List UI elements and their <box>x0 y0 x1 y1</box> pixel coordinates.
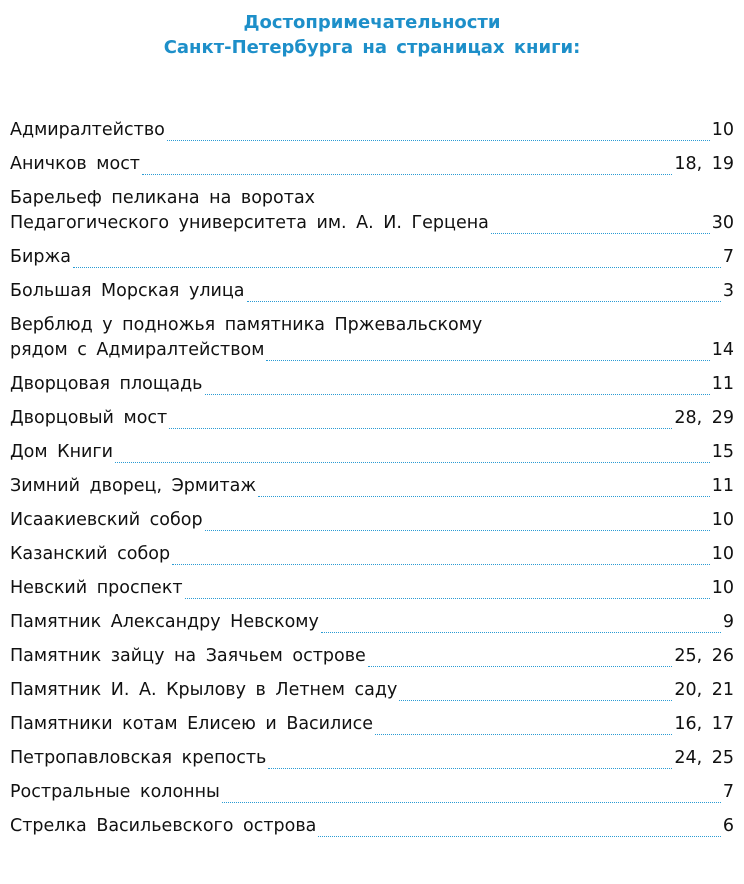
dot-leader <box>185 574 710 599</box>
dot-leader <box>205 506 710 531</box>
index-entry-name: Невский проспект <box>10 578 183 598</box>
index-entry-pages: 20, 21 <box>674 680 734 700</box>
index-entry-line <box>10 712 734 737</box>
dot-leader <box>73 243 721 268</box>
index-entry-line <box>10 542 734 567</box>
index-entry-name: Адмиралтейство <box>10 120 165 140</box>
index-entry-line <box>10 780 734 805</box>
index-entry-pages: 10 <box>711 544 734 564</box>
index-entry <box>10 372 734 397</box>
index-entry-line <box>10 678 734 703</box>
index-entry-name: Памятник зайцу на Заячьем острове <box>10 646 366 666</box>
index-entry-name: Памятник Александру Невскому <box>10 612 319 632</box>
dot-leader <box>167 116 710 141</box>
index-entry-first-line <box>10 313 734 338</box>
index-entry-line <box>10 644 734 669</box>
index-entry-pages: 28, 29 <box>674 408 734 428</box>
index-entry <box>10 474 734 499</box>
index-entry-pages: 14 <box>711 340 734 360</box>
index-entry-pages: 9 <box>722 612 734 632</box>
index-entry-name: Памятники котам Елисею и Василисе <box>10 714 373 734</box>
dot-leader <box>142 150 672 175</box>
page-title <box>0 10 744 60</box>
index-entry <box>10 245 734 270</box>
index-entry-name: Дворцовый мост <box>10 408 168 428</box>
dot-leader <box>268 744 672 769</box>
index-entry-pages: 25, 26 <box>674 646 734 666</box>
landmarks-index <box>10 118 734 848</box>
index-entry-line <box>10 118 734 143</box>
index-entry <box>10 186 734 236</box>
index-entry-pages: 11 <box>711 476 734 496</box>
dot-leader <box>169 404 672 429</box>
index-entry-line <box>10 279 734 304</box>
index-entry-name: Стрелка Васильевского острова <box>10 816 317 836</box>
index-entry-pages: 10 <box>711 510 734 530</box>
index-entry-name: рядом с Адмиралтейством <box>10 340 265 360</box>
dot-leader <box>321 608 721 633</box>
index-entry <box>10 644 734 669</box>
index-entry-name: Дом Книги <box>10 442 113 462</box>
page-title-line2: Санкт-Петербурга на страницах книги: <box>163 37 581 58</box>
dot-leader <box>222 778 721 803</box>
dot-leader <box>491 209 710 234</box>
index-entry-pages: 7 <box>722 782 734 802</box>
index-entry-pages: 16, 17 <box>674 714 734 734</box>
index-entry <box>10 313 734 363</box>
index-entry-pages: 7 <box>722 247 734 267</box>
index-entry-name: Педагогического университета им. А. И. Герцена <box>10 213 489 233</box>
index-entry <box>10 279 734 304</box>
index-entry-pages: 11 <box>711 374 734 394</box>
index-entry-line <box>10 440 734 465</box>
dot-leader <box>318 812 720 837</box>
index-entry-name: Ростральные колонны <box>10 782 220 802</box>
index-entry <box>10 746 734 771</box>
index-entry-pages: 18, 19 <box>674 154 734 174</box>
dot-leader <box>205 370 710 395</box>
index-entry-name: Исаакиевский собор <box>10 510 203 530</box>
index-entry <box>10 440 734 465</box>
index-entry <box>10 712 734 737</box>
dot-leader <box>115 438 710 463</box>
dot-leader <box>399 676 672 701</box>
index-entry <box>10 780 734 805</box>
index-entry-line <box>10 245 734 270</box>
index-entry <box>10 610 734 635</box>
dot-leader <box>247 277 721 302</box>
dot-leader <box>368 642 673 667</box>
index-entry-line <box>10 474 734 499</box>
index-entry <box>10 576 734 601</box>
index-entry-name-line1: Барельеф пеликана на воротах <box>10 188 316 208</box>
page-title-line1: Достопримечательности <box>243 12 501 33</box>
index-entry-line <box>10 508 734 533</box>
index-entry <box>10 508 734 533</box>
index-entry-line <box>10 814 734 839</box>
index-entry <box>10 152 734 177</box>
dot-leader <box>266 336 709 361</box>
index-entry-name: Петропавловская крепость <box>10 748 267 768</box>
index-entry-name: Биржа <box>10 247 71 267</box>
index-entry <box>10 118 734 143</box>
index-entry-name: Большая Морская улица <box>10 281 245 301</box>
index-entry-pages: 10 <box>711 120 734 140</box>
index-entry-line <box>10 338 734 363</box>
index-entry-first-line <box>10 186 734 211</box>
index-entry-line <box>10 746 734 771</box>
index-entry-line <box>10 576 734 601</box>
index-entry <box>10 542 734 567</box>
index-entry <box>10 406 734 431</box>
index-entry-line <box>10 372 734 397</box>
index-entry-name: Памятник И. А. Крылову в Летнем саду <box>10 680 398 700</box>
dot-leader <box>258 472 710 497</box>
index-entry-pages: 10 <box>711 578 734 598</box>
index-entry-name: Зимний дворец, Эрмитаж <box>10 476 257 496</box>
dot-leader <box>375 710 672 735</box>
index-entry-pages: 15 <box>711 442 734 462</box>
index-entry-pages: 24, 25 <box>674 748 734 768</box>
dot-leader <box>172 540 710 565</box>
index-entry <box>10 678 734 703</box>
index-entry-pages: 6 <box>722 816 734 836</box>
index-entry <box>10 814 734 839</box>
index-entry-line <box>10 152 734 177</box>
index-entry-pages: 3 <box>722 281 734 301</box>
index-entry-name: Дворцовая площадь <box>10 374 203 394</box>
index-entry-name: Аничков мост <box>10 154 141 174</box>
index-entry-line <box>10 211 734 236</box>
index-entry-name: Казанский собор <box>10 544 171 564</box>
index-entry-line <box>10 610 734 635</box>
index-entry-pages: 30 <box>711 213 734 233</box>
index-entry-line <box>10 406 734 431</box>
index-entry-name-line1: Верблюд у подножья памятника Пржевальскому <box>10 315 483 335</box>
